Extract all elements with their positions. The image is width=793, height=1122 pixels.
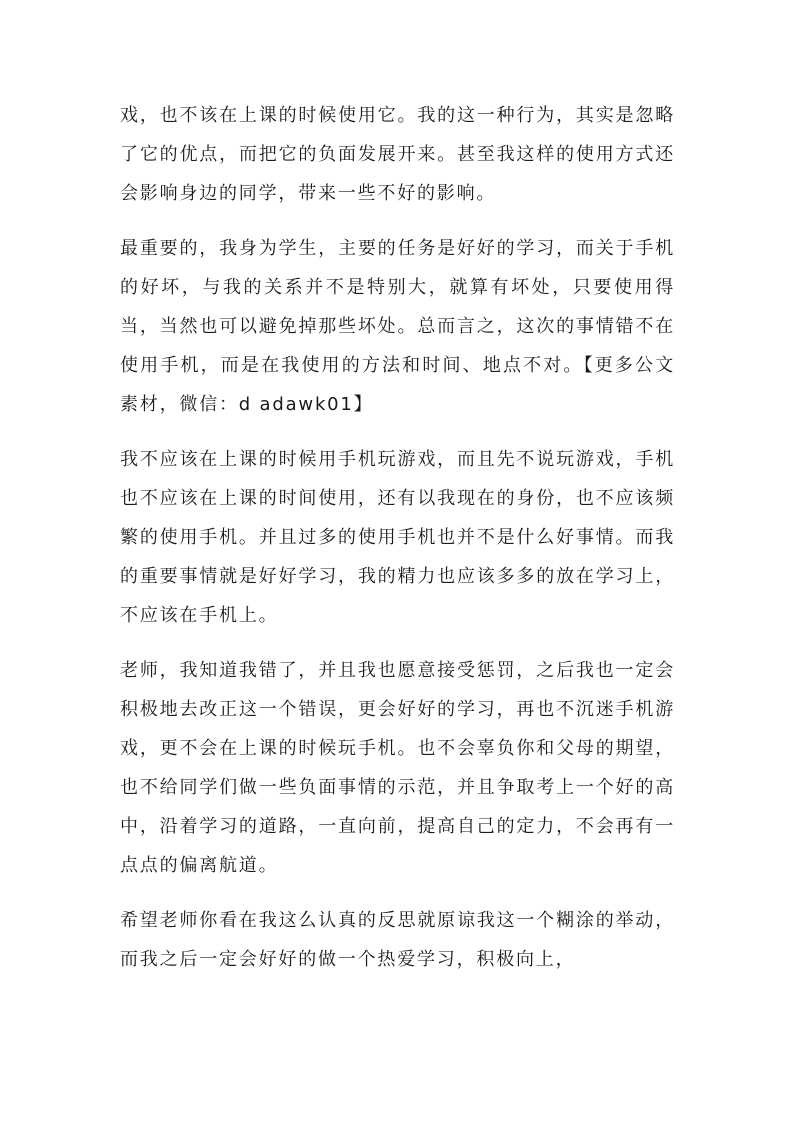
document-body <box>120 96 675 995</box>
paragraph-4: 老师，我知道我错了，并且我也愿意接受惩罚，之后我也一定会积极地去改正这一个错误，更会好好的学习，再也不沉迷手机游戏，更不会在上课的时候玩手机。也不会辜负你和父母的期望，也不给同学们做一些负面事情的示范，并且争取考上一个好的高中，沿着学习的道路，一直向前，提高自己的定力，不会再有一点点的偏离航道。 <box>120 660 675 876</box>
paragraph-5: 希望老师你看在我这么认真的反思就原谅我这一个糊涂的举动，而我之后一定会好好的做一个热爱学习，积极向上， <box>120 910 675 970</box>
paragraph-2: 最重要的，我身为学生，主要的任务是好好的学习，而关于手机的好坏，与我的关系并不是特别大，就算有坏处，只要使用得当，当然也可以避免掉那些坏处。总而言之，这次的事情错不在使用手机，而是在我使用的方法和时间、地点不对。【更多公文素材，微信：d adawk01】 <box>120 238 675 415</box>
paragraph-3: 我不应该在上课的时候用手机玩游戏，而且先不说玩游戏，手机也不应该在上课的时间使用，还有以我现在的身份，也不应该频繁的使用手机。并且过多的使用手机也并不是什么好事情。而我的重要事情就是好好学习，我的精力也应该多多的放在学习上，不应该在手机上。 <box>120 449 675 626</box>
paragraph-1: 戏，也不该在上课的时候使用它。我的这一种行为，其实是忽略了它的优点，而把它的负面发展开来。甚至我这样的使用方式还会影响身边的同学，带来一些不好的影响。 <box>120 105 675 204</box>
